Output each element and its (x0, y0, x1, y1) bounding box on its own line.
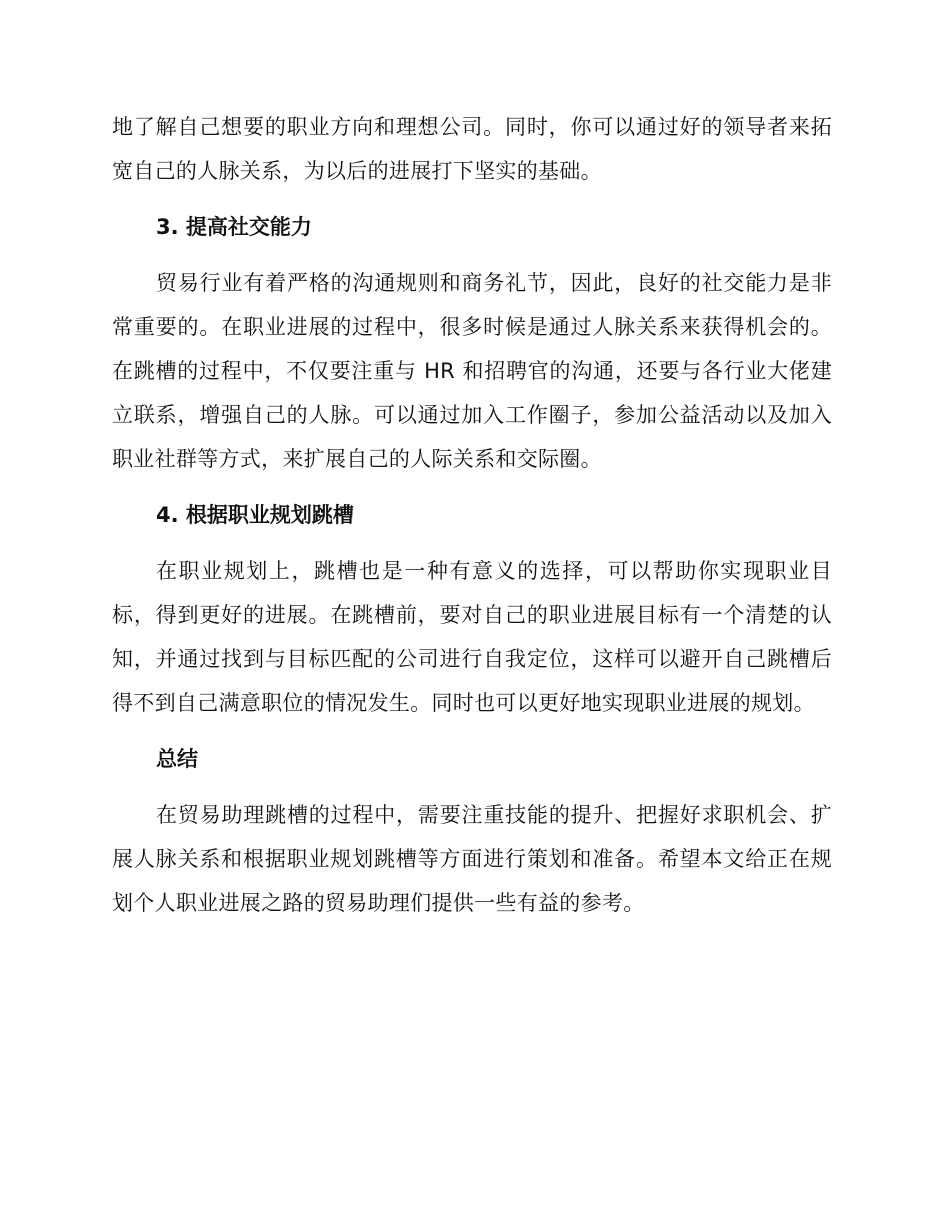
section-4-paragraph: 在职业规划上，跳槽也是一种有意义的选择，可以帮助你实现职业目标，得到更好的进展。在跳槽前，要对自己的职业进展目标有一个清楚的认知，并通过找到与目标匹配的公司进行自我定位，这样可以避开自己跳槽后得不到自己满意职位的情况发生。同时也可以更好地实现职业进展的规划。 (112, 559, 832, 715)
document-page (112, 105, 832, 925)
section-3-heading: 3. 提高社交能力 (156, 215, 312, 239)
summary-paragraph: 在贸易助理跳槽的过程中，需要注重技能的提升、把握好求职机会、扩展人脉关系和根据职业规划跳槽等方面进行策划和准备。希望本文给正在规划个人职业进展之路的贸易助理们提供一些有益的参考。 (112, 803, 832, 915)
section-4-heading: 4. 根据职业规划跳槽 (156, 503, 354, 527)
section-3-paragraph: 贸易行业有着严格的沟通规则和商务礼节，因此，良好的社交能力是非常重要的。在职业进展的过程中，很多时候是通过人脉关系来获得机会的。在跳槽的过程中，不仅要注重与 HR 和招聘官的沟通，还要与各行业大佬建立联系，增强自己的人脉。可以通过加入工作圈子，参加公益活动以及加入职业社群等方式，来扩展自己的人际关系和交际圈。 (112, 271, 832, 471)
summary-heading: 总结 (156, 747, 198, 771)
intro-paragraph: 地了解自己想要的职业方向和理想公司。同时，你可以通过好的领导者来拓宽自己的人脉关系，为以后的进展打下坚实的基础。 (112, 115, 832, 183)
